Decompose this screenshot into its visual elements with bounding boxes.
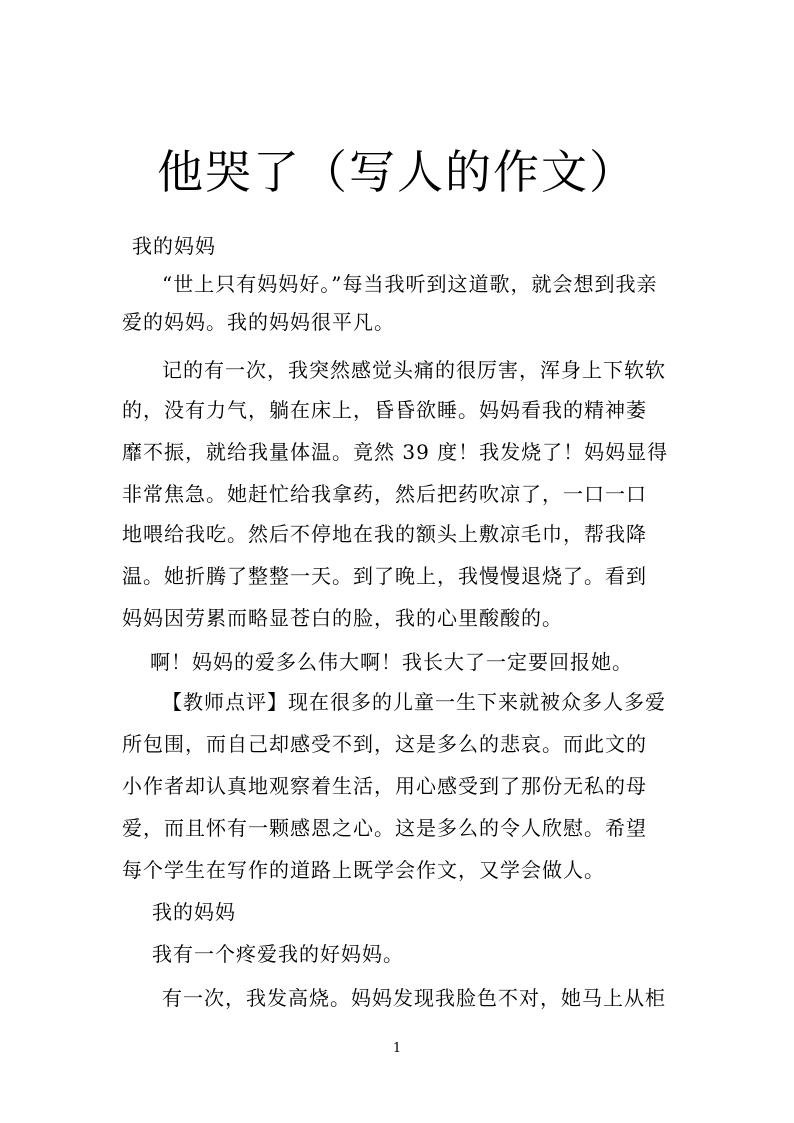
line-subtitle-1: 我的妈妈 [132, 234, 216, 258]
line-paragraph-2-e: 地喂给我吃。然后不停地在我的额头上敷凉毛巾，帮我降 [122, 522, 647, 546]
line-paragraph-2-d: 非常焦急。她赶忙给我拿药，然后把药吹凉了，一口一口 [122, 482, 647, 506]
line-paragraph-2-f: 温。她折腾了整整一天。到了晚上，我慢慢退烧了。看到 [122, 564, 647, 588]
line-paragraph-2-b: 的，没有力气，躺在床上，昏昏欲睡。妈妈看我的精神萎 [122, 398, 647, 422]
line-paragraph-2-g: 妈妈因劳累而略显苍白的脸，我的心里酸酸的。 [122, 606, 563, 630]
line-comment-e: 每个学生在写作的道路上既学会作文，又学会做人。 [122, 858, 605, 882]
line-comment-b: 所包围，而自己却感受不到，这是多么的悲哀。而此文的 [122, 732, 647, 756]
page-number: 1 [392, 1041, 402, 1056]
line-paragraph-3: 啊！妈妈的爱多么伟大啊！我长大了一定要回报她。 [150, 650, 633, 674]
document-title: 他哭了（写人的作文） [157, 145, 637, 199]
line-paragraph-2-a: 记的有一次，我突然感觉头痛的很厉害，浑身上下软软 [162, 358, 666, 382]
line-paragraph-1-b: 爱的妈妈。我的妈妈很平凡。 [122, 310, 395, 334]
line-paragraph-5: 有一次，我发高烧。妈妈发现我脸色不对，她马上从柜 [162, 986, 666, 1010]
line-comment-a: 【教师点评】现在很多的儿童一生下来就被众多人多爱 [162, 690, 666, 714]
line-comment-d: 爱，而且怀有一颗感恩之心。这是多么的令人欣慰。希望 [122, 816, 647, 840]
line-paragraph-4: 我有一个疼爱我的好妈妈。 [152, 942, 404, 966]
line-paragraph-1-a: “世上只有妈妈好。”每当我听到这道歌，就会想到我亲 [162, 272, 658, 296]
line-comment-c: 小作者却认真地观察着生活，用心感受到了那份无私的母 [122, 774, 647, 798]
line-paragraph-2-c: 靡不振，就给我量体温。竟然 39 度！我发烧了！妈妈显得 [122, 440, 669, 464]
line-subtitle-2: 我的妈妈 [152, 900, 236, 924]
